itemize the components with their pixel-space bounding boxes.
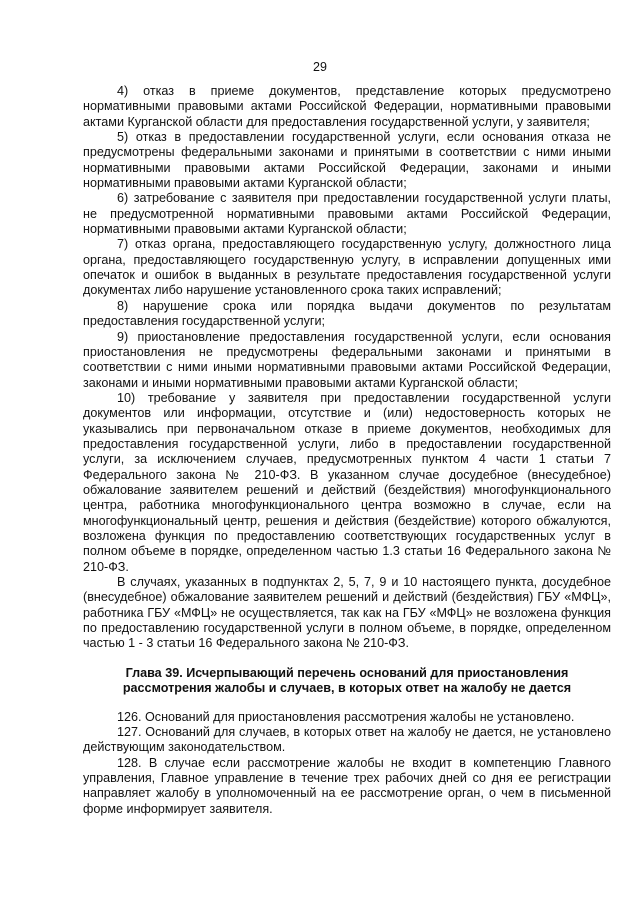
paragraph-item-9: 9) приостановление предоставления государственной услуги, если основания приостановления не предусмотрены федеральными законами и принятыми в соответствии с ними иными нормативными правовыми актами Российской Федерации, законами и иными нормативными правовыми актами Курганской области; bbox=[83, 329, 611, 390]
paragraph-exceptions: В случаях, указанных в подпунктах 2, 5, 7, 9 и 10 настоящего пункта, досудебное (внесудебное) обжалование заявителем решений и действий (бездействия) ГБУ «МФЦ», работника ГБУ «МФЦ» не осуществляется, так как на ГБУ «МФЦ» не возложена функция по предоставлению государственной услуги в полном объеме, в порядке, определенном частью 1 - 3 статьи 16 Федерального закона № 210-ФЗ. bbox=[83, 575, 611, 651]
page-number: 29 bbox=[313, 60, 327, 74]
chapter-heading-line-1: Глава 39. Исчерпывающий перечень оснований для приостановления bbox=[125, 665, 569, 680]
paragraph-item-4: 4) отказ в приеме документов, представление которых предусмотрено нормативными правовыми актами Российской Федерации, нормативными правовыми актами Курганской области для предоставления государственной услуги, у заявителя; bbox=[83, 84, 611, 129]
paragraph-128: 128. В случае если рассмотрение жалобы не входит в компетенцию Главного управления, Главное управление в течение трех рабочих дней со дня ее регистрации направляет жалобу в уполномоченный на ее рассмотрение орган, о чем в письменной форме информирует заявителя. bbox=[83, 755, 611, 816]
paragraph-item-10: 10) требование у заявителя при предоставлении государственной услуги документов или информации, отсутствие и (или) недостоверность которых не указывались при первоначальном отказе в приеме документов, необходимых для предоставления государственной услуги, либо в предоставлении государственной услуги, за исключением случаев, предусмотренных пунктом 4 части 1 статьи 7 Федерального закона № 210-ФЗ. В указанном случае досудебное (внесудебное) обжалование заявителем решений и действий (бездействия) многофункционального центра, работника многофункционального центра возможно в случае, если на многофункциональный центр, решения и действия (бездействие) которого обжалуются, возложена функция по предоставлению соответствующих государственных услуг в полном объеме в порядке, определенном частью 1.3 статьи 16 Федерального закона № 210-ФЗ. bbox=[83, 390, 611, 574]
paragraph-item-5: 5) отказ в предоставлении государственной услуги, если основания отказа не предусмотрены федеральными законами и принятыми в соответствии с ними иными нормативными правовыми актами Российской Федерации, законами и иными нормативными правовыми актами Курганской области; bbox=[83, 130, 611, 191]
paragraph-127: 127. Оснований для случаев, в которых ответ на жалобу не дается, не установлено действующим законодательством. bbox=[83, 725, 611, 755]
chapter-heading-line-2: рассмотрения жалобы и случаев, в которых ответ на жалобу не дается bbox=[122, 681, 572, 696]
chapter-heading bbox=[91, 666, 603, 697]
paragraph-item-8: 8) нарушение срока или порядка выдачи документов по результатам предоставления государственной услуги; bbox=[83, 298, 611, 329]
paragraph-item-7: 7) отказ органа, предоставляющего государственную услугу, должностного лица органа, предоставляющего государственную услугу, в исправлении допущенных ими опечаток и ошибок в выданных в результате предоставления государственной услуги документах либо нарушение установленного срока таких исправлений; bbox=[83, 237, 611, 298]
paragraph-item-6: 6) затребование с заявителя при предоставлении государственной услуги платы, не предусмотренной нормативными правовыми актами Российской Федерации, нормативными правовыми актами Курганской области; bbox=[83, 191, 611, 237]
document-body bbox=[83, 84, 611, 817]
paragraph-126: 126. Оснований для приостановления рассмотрения жалобы не установлено. bbox=[117, 709, 575, 724]
